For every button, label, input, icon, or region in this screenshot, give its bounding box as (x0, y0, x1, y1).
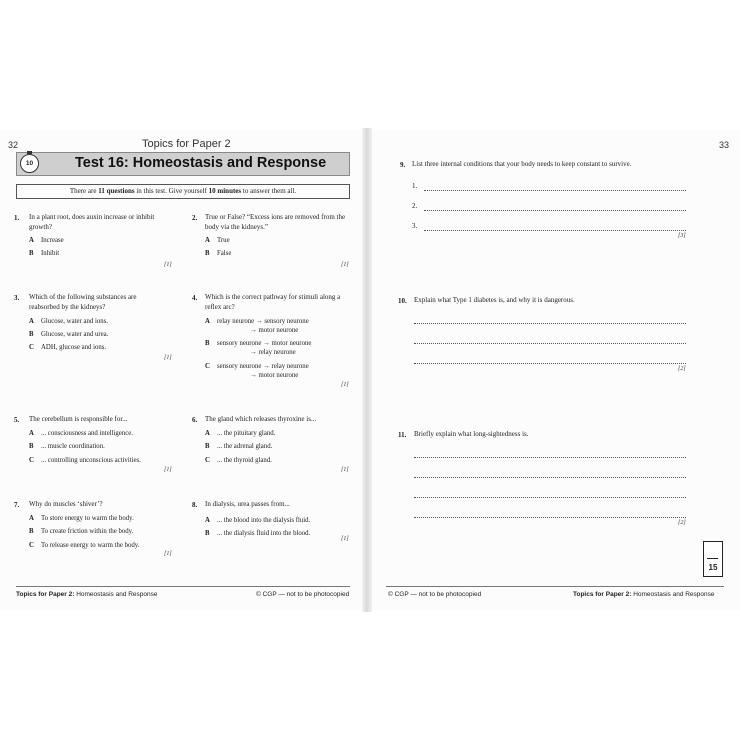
question-number: 5. (14, 416, 20, 424)
option-c[interactable]: C ADH, glucose and ions. (29, 344, 107, 351)
mark-allocation: [2] (678, 520, 686, 526)
answer-line[interactable] (414, 497, 686, 498)
stopwatch-icon: 10 (20, 154, 39, 173)
mark-allocation: [1] (164, 551, 172, 557)
question-text: True or False? “Excess ions are removed from the body via the kidneys.” (205, 213, 346, 231)
answer-line[interactable] (414, 343, 686, 344)
question-text: Explain what Type 1 diabetes is, and why it is dangerous. (414, 296, 575, 304)
option-b[interactable]: B False (205, 250, 232, 257)
answer-line[interactable] (414, 517, 686, 518)
question-number: 3. (14, 294, 20, 302)
section-title: Topics for Paper 2 (142, 138, 231, 150)
intro-instructions: There are 11 questions in this test. Give yourself 10 minutes to answer them all. (16, 184, 350, 199)
option-c[interactable]: C ... the thyroid gland. (205, 457, 272, 464)
option-a[interactable]: A Increase (29, 237, 64, 244)
option-b[interactable]: B ... the adrenal gland. (205, 443, 273, 450)
option-b-continued: → relay neurone (250, 349, 296, 356)
answer-line-label: 3. (412, 222, 418, 230)
answer-line-label: 2. (412, 202, 418, 210)
answer-line[interactable] (414, 323, 686, 324)
question-number: 10. (398, 297, 407, 305)
mark-allocation: [2] (678, 366, 686, 372)
score-divider (707, 558, 718, 559)
question-number: 11. (398, 431, 407, 439)
score-box[interactable] (703, 541, 723, 577)
mark-allocation: [1] (164, 262, 172, 268)
question-text: List three internal conditions that your body needs to keep constant to survive. (412, 160, 632, 168)
book-gutter (362, 128, 372, 612)
question-text: Which is the correct pathway for stimuli along a reflex arc? (205, 293, 341, 311)
question-number: 8. (192, 501, 198, 509)
answer-line-label: 1. (412, 182, 418, 190)
test-title-bar (16, 152, 350, 176)
question-number: 6. (192, 416, 198, 424)
footer-rule (386, 586, 724, 587)
mark-allocation: [1] (341, 262, 349, 268)
mark-allocation: [1] (341, 536, 349, 542)
score-total: 15 (708, 563, 718, 572)
answer-line[interactable] (414, 457, 686, 458)
mark-allocation: [1] (164, 355, 172, 361)
mark-allocation: [1] (341, 382, 349, 388)
option-b[interactable]: B sensory neurone → motor neurone (205, 340, 312, 347)
mark-allocation: [1] (341, 467, 349, 473)
footer-rule (16, 586, 350, 587)
option-a[interactable]: A ... consciousness and intelligence. (29, 430, 133, 437)
option-b[interactable]: B Inhibit (29, 250, 60, 257)
question-number: 1. (14, 214, 20, 222)
option-a-continued: → motor neurone (250, 327, 299, 334)
option-b[interactable]: B Glucose, water and urea. (29, 331, 109, 338)
option-a[interactable]: A To store energy to warm the body. (29, 515, 134, 522)
answer-line[interactable] (414, 477, 686, 478)
question-text: Why do muscles ‘shiver’? (29, 500, 103, 508)
option-c[interactable]: C sensory neurone → relay neurone (205, 363, 309, 370)
option-c-continued: → motor neurone (250, 372, 299, 379)
question-text: Briefly explain what long-sightedness is. (414, 430, 529, 438)
option-a[interactable]: A ... the pituitary gland. (205, 430, 276, 437)
answer-line[interactable] (424, 230, 686, 231)
footer-copyright: © CGP — not to be photocopied (256, 591, 350, 598)
test-title: Test 16: Homeostasis and Response (75, 155, 327, 171)
footer-copyright: © CGP — not to be photocopied (388, 591, 482, 598)
footer-topic: Topics for Paper 2: Homeostasis and Response (16, 591, 158, 598)
option-c[interactable]: C ... controlling unconscious activities. (29, 457, 141, 464)
question-text: In dialysis, urea passes from... (205, 500, 290, 508)
option-c[interactable]: C To release energy to warm the body. (29, 542, 140, 549)
page-number-left: 32 (8, 140, 19, 150)
question-text: Which of the following substances are reabsorbed by the kidneys? (29, 293, 137, 311)
option-a[interactable]: A relay neurone → sensory neurone (205, 318, 309, 325)
question-number: 9. (400, 161, 406, 169)
footer-topic: Topics for Paper 2: Homeostasis and Response (573, 591, 715, 598)
option-a[interactable]: A Glucose, water and ions. (29, 318, 109, 325)
option-b[interactable]: B ... the dialysis fluid into the blood. (205, 530, 311, 537)
page-number-right: 33 (719, 140, 730, 150)
question-text: In a plant root, does auxin increase or inhibit growth? (29, 213, 155, 231)
answer-line[interactable] (424, 210, 686, 211)
question-text: The gland which releases thyroxine is... (205, 415, 317, 423)
option-b[interactable]: B To create friction within the body. (29, 528, 134, 535)
option-a[interactable]: A ... the blood into the dialysis fluid. (205, 517, 311, 524)
answer-line[interactable] (414, 363, 686, 364)
question-number: 4. (192, 294, 198, 302)
option-b[interactable]: B ... muscle coordination. (29, 443, 105, 450)
answer-line[interactable] (424, 190, 686, 191)
option-a[interactable]: A True (205, 237, 230, 244)
mark-allocation: [1] (164, 467, 172, 473)
question-number: 7. (14, 501, 20, 509)
mark-allocation: [3] (678, 233, 686, 239)
question-number: 2. (192, 214, 198, 222)
question-text: The cerebellum is responsible for... (29, 415, 128, 423)
